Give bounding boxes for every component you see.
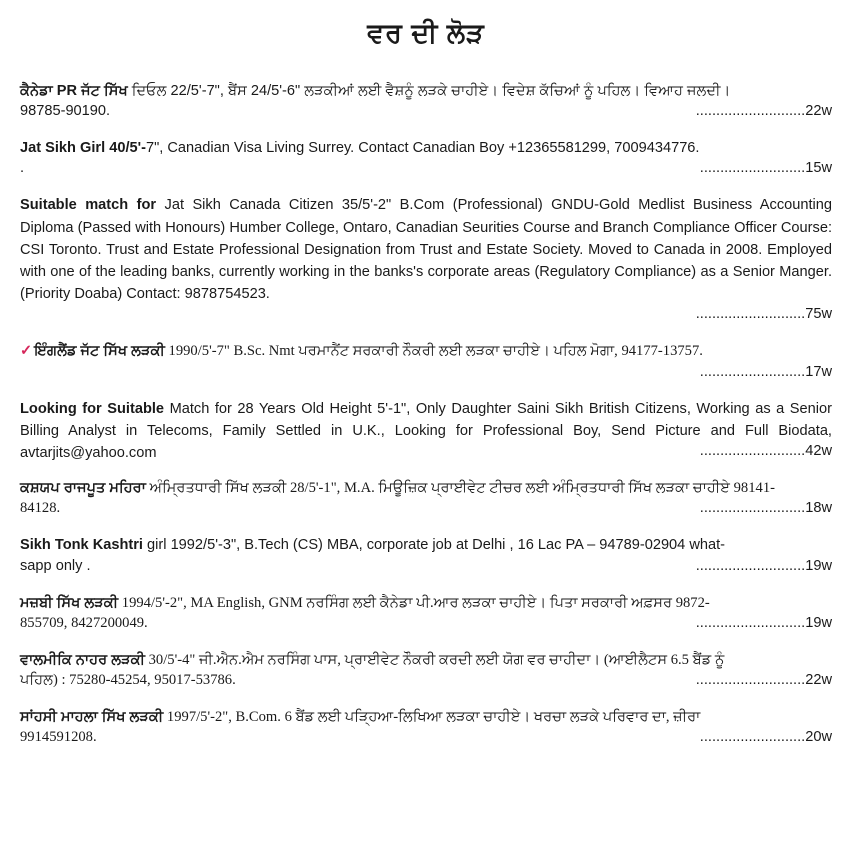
ad-code: ...........................19w <box>695 557 832 574</box>
ad-tail <box>20 102 832 121</box>
ad-item <box>20 706 832 747</box>
ad-lead: ਕਸ਼ਯਪ ਰਾਜਪੂਤ ਮਹਿਰਾ <box>20 480 146 497</box>
ad-text: 7", Canadian Visa Living Surrey. Contact Canadian Boy +12365581299, 7009434776. <box>145 140 700 157</box>
page-title: ਵਰ ਦੀ ਲੋੜ <box>367 18 485 48</box>
ad-item <box>20 398 832 462</box>
ad-text: 1994/5'-2", MA English, GNM ਨਰਸਿੰਗ ਲਈ ਕੈਨੇਡਾ ਪੀ.ਆਰ ਲੜਕਾ ਚਾਹੀਏ। ਪਿਤਾ ਸਰਕਾਰੀ ਅਫ਼ਸਰ 9872- <box>118 594 710 611</box>
ad-lead: ਸਾਂਹਸੀ ਮਾਹਲਾ ਸਿੱਖ ਲੜਕੀ <box>20 709 164 726</box>
ad-item <box>20 80 832 121</box>
ad-tail <box>20 671 832 690</box>
ad-tail-text: 84128. <box>20 500 61 517</box>
ad-tail-text: sapp only . <box>20 557 91 574</box>
ad-code: ..........................20w <box>699 729 832 746</box>
ad-body <box>20 80 832 102</box>
ad-body <box>20 137 832 159</box>
ad-tail-text: 9914591208. <box>20 729 97 746</box>
ad-lead: Sikh Tonk Kashtri <box>20 537 143 554</box>
ad-code: ..........................17w <box>699 363 832 380</box>
ad-body <box>20 477 832 499</box>
ad-lead: ਮਜ਼ਬੀ ਸਿੱਖ ਲੜਕੀ <box>20 594 119 611</box>
ad-body <box>20 194 832 305</box>
ad-text: ਦਿਓਲ 22/5'-7", ਬੈਂਸ 24/5'-6" ਲੜਕੀਆਂ ਲਈ ਵੈਸ਼ਨੂੰ ਲੜਕੇ ਚਾਹੀਏ। ਵਿਦੇਸ਼ ਕੱਚਿਆਂ ਨੂੰ ਪਹਿਲ। ਵਿਆਹ ਜਲਦੀ। <box>127 83 731 99</box>
ad-text: 1990/5'-7" B.Sc. Nmt ਪਰਮਾਨੈਂਟ ਸਰਕਾਰੀ ਨੌਕਰੀ ਲਈ ਲੜਕਾ ਚਾਹੀਏ। ਪਹਿਲ ਮੋਗਾ, 94177-13757. <box>164 343 703 360</box>
ad-body <box>20 706 832 728</box>
checkmark-icon: ✓ <box>20 343 33 360</box>
ad-lead: Suitable match for <box>20 197 157 214</box>
ad-item <box>20 534 832 575</box>
ad-text: Match for 28 Years Old Height 5'-1", Only Daughter Saini Sikh British Citizens, Working as a Senior Billing Analyst in Telecoms, Family Settled in U.K., Looking for Professional Boy, Send Picture and Full Biodata, avtarjits@yahoo.com <box>20 400 832 462</box>
ad-body <box>20 592 832 614</box>
ad-tail <box>20 363 832 382</box>
ad-text: 30/5'-4" ਜੀ.ਐਨ.ਐਮ ਨਰਸਿੰਗ ਪਾਸ, ਪ੍ਰਾਈਵੇਟ ਨੌਕਰੀ ਕਰਦੀ ਲਈ ਯੋਗ ਵਰ ਚਾਹੀਦਾ। (ਆਈਲੈਟਸ 6.5 ਬੈਂਡ ਨੂੰ <box>144 651 725 668</box>
ad-tail <box>20 557 832 576</box>
ad-item <box>20 340 832 381</box>
ad-tail <box>20 614 832 633</box>
ad-tail <box>20 499 832 518</box>
ad-tail-text: 855709, 8427200049. <box>20 614 148 631</box>
ad-tail-text: 98785-90190. <box>20 103 111 120</box>
ad-item <box>20 137 832 178</box>
ad-code: ..........................15w <box>699 160 832 177</box>
ad-text: 1997/5'-2", B.Com. 6 ਬੈਂਡ ਲਈ ਪੜ੍ਹਿਆ-ਲਿਖਿਆ ਲੜਕਾ ਚਾਹੀਏ। ਖਰਚਾ ਲੜਕੇ ਪਰਿਵਾਰ ਦਾ, ਜ਼ੀਰਾ <box>163 709 701 726</box>
ad-code: ...........................22w <box>695 103 832 120</box>
ad-code: ...........................19w <box>695 614 832 631</box>
ad-text: ਅੰਮ੍ਰਿਤਧਾਰੀ ਸਿੱਖ ਲੜਕੀ 28/5'-1", M.A. ਮਿਊਜ਼ਿਕ ਪ੍ਰਾਈਵੇਟ ਟੀਚਰ ਲਈ ਅੰਮ੍ਰਿਤਧਾਰੀ ਸਿੱਖ ਲੜਕਾ ਚਾਹੀਏ 98141- <box>145 480 775 497</box>
ad-tail <box>20 305 832 324</box>
ad-tail <box>20 159 832 178</box>
ad-tail <box>20 728 832 747</box>
ad-item <box>20 477 832 518</box>
ad-text: Jat Sikh Canada Citizen 35/5'-2" B.Com (Professional) GNDU-Gold Medlist Business Accounting Diploma (Passed with Honours) Humber College, Ontaro, Canadian Seurities Course and Branch Compliance Officer Course: CSI Toronto. Trust and Estate Professional Designation from Trust and Estate Society. Moved to Canada in 2008. Employed with one of the leading banks, currently working in the banks's corporate areas (Regulatory Compliance) as a Senior Manger. (Priority Doaba) Contact: 9878754523. <box>20 197 832 303</box>
ad-code: ...........................22w <box>695 672 832 689</box>
ad-lead: ਇੰਗਲੈਂਡ ਜੱਟ ਸਿੱਖ ਲੜਕੀ <box>34 343 165 360</box>
ad-lead: Jat Sikh Girl 40/5'- <box>20 140 146 157</box>
ad-lead: ਵਾਲਮੀਕਿ ਨਾਹਰ ਲੜਕੀ <box>20 651 145 668</box>
ad-item <box>20 194 832 324</box>
ad-lead: ਕੈਨੇਡਾ PR ਜੱਟ ਸਿੱਖ <box>20 83 128 99</box>
ad-code: ..........................42w <box>699 443 832 460</box>
ad-tail-text: ਪਹਿਲ) : 75280-45254, 95017-53786. <box>20 672 236 689</box>
ad-body <box>20 534 832 556</box>
ad-body <box>20 649 832 671</box>
ad-text: girl 1992/5'-3", B.Tech (CS) MBA, corporate job at Delhi , 16 Lac PA – 94789-02904 what- <box>143 537 726 554</box>
ads-list <box>20 80 832 747</box>
ad-item <box>20 649 832 690</box>
ad-body <box>20 340 832 362</box>
ad-tail-text: . <box>20 160 25 177</box>
ad-code: ..........................18w <box>699 500 832 517</box>
ad-item <box>20 592 832 633</box>
ad-lead: Looking for Suitable <box>20 400 165 417</box>
ad-code: ...........................75w <box>695 306 832 323</box>
